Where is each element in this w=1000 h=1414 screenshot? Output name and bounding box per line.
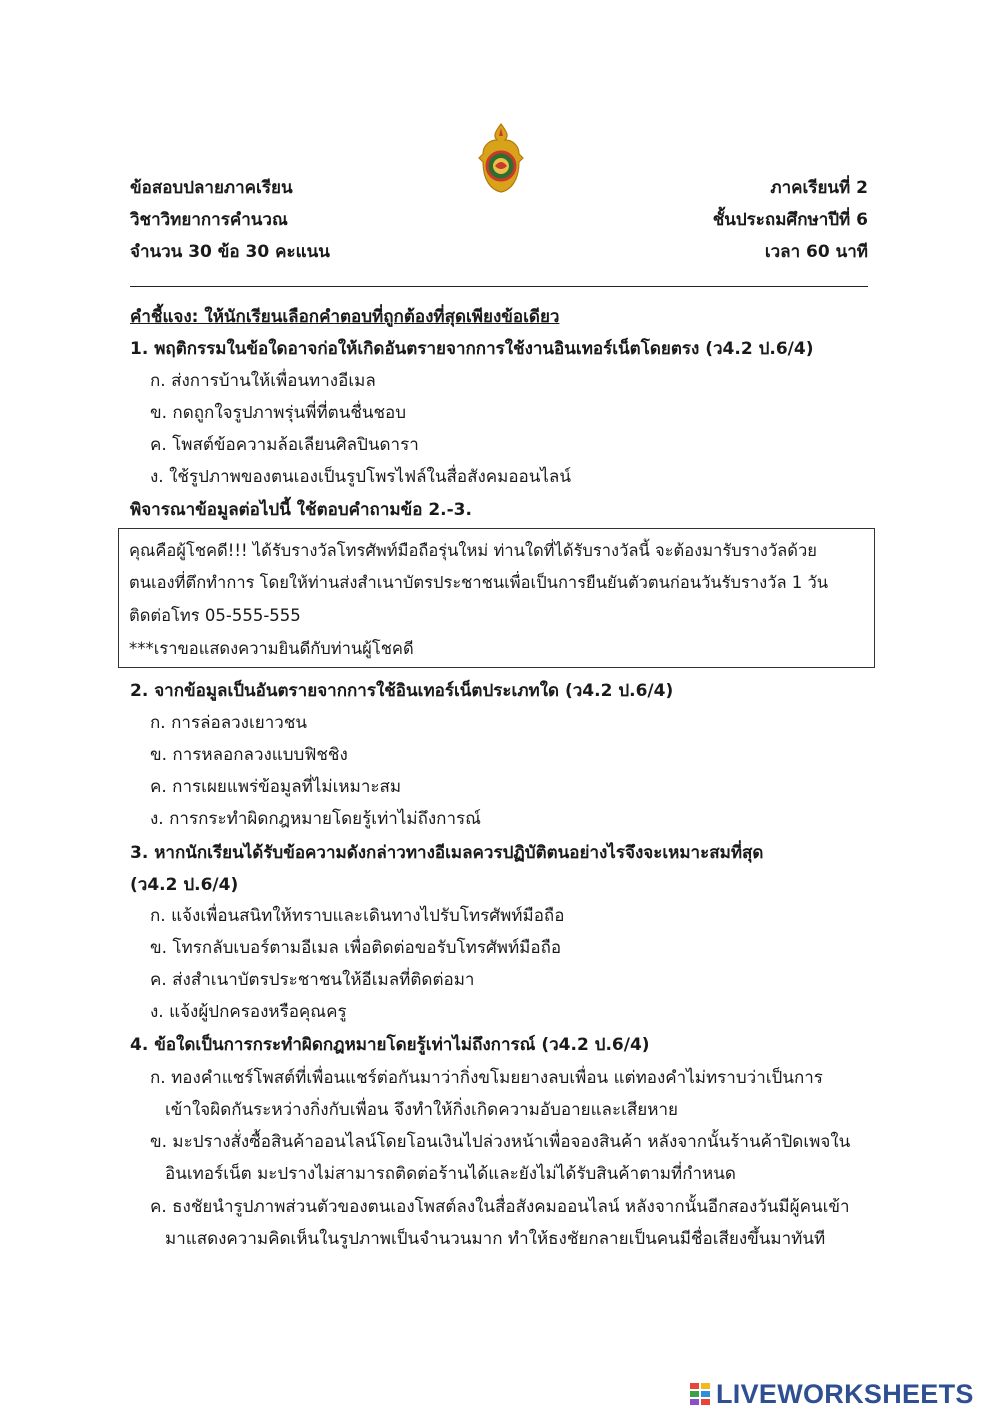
box-line: ***เราขอแสดงความยินดีกับท่านผู้โชคดี (129, 639, 414, 658)
grade-level: ชั้นประถมศึกษาปีที่ 6 (712, 209, 868, 230)
question-3-indicator: (ว4.2 ป.6/4) (130, 875, 239, 895)
subject: วิชาวิทยาการคำนวณ (130, 209, 288, 230)
header-row-2 (130, 204, 868, 234)
header-row-3 (130, 236, 868, 266)
question-count: จำนวน 30 ข้อ 30 คะแนน (130, 241, 330, 262)
question-3: 3. หากนักเรียนได้รับข้อความดังกล่าวทางอีเมลควรปฏิบัติตนอย่างไรจึงจะเหมาะสมที่สุด (130, 843, 764, 863)
q3-option-a[interactable]: ก. แจ้งเพื่อนสนิทให้ทราบและเดินทางไปรับโทรศัพท์มือถือ (150, 906, 565, 926)
brand-name: LIVEWORKSHEETS (716, 1378, 974, 1409)
q2-option-a[interactable]: ก. การล่อลวงเยาวชน (150, 713, 307, 733)
q2-option-b[interactable]: ข. การหลอกลวงแบบฟิชชิง (150, 745, 348, 765)
q4-option-a[interactable]: ก. ทองคำแชร์โพสต์ที่เพื่อนแชร์ต่อกันมาว่ากิ่งขโมยยางลบเพื่อน แต่ทองคำไม่ทราบว่าเป็นการ (150, 1068, 823, 1088)
q1-option-a[interactable]: ก. ส่งการบ้านให้เพื่อนทางอีเมล (150, 371, 376, 391)
header-row-1 (130, 172, 868, 202)
scam-message-box (118, 528, 875, 668)
q4-option-b-cont: อินเทอร์เน็ต มะปรางไม่สามารถติดต่อร้านได้และยังไม่ได้รับสินค้าตามที่กำหนด (165, 1164, 736, 1184)
q3-option-b[interactable]: ข. โทรกลับเบอร์ตามอีเมล เพื่อติดต่อขอรับโทรศัพท์มือถือ (150, 938, 562, 958)
q4-option-c[interactable]: ค. ธงชัยนำรูปภาพส่วนตัวของตนเองโพสต์ลงในสื่อสังคมออนไลน์ หลังจากนั้นอีกสองวันมีผู้คนเข้า (150, 1197, 850, 1217)
context-label: พิจารณาข้อมูลต่อไปนี้ ใช้ตอบคำถามข้อ 2.-3. (130, 500, 472, 520)
question-2: 2. จากข้อมูลเป็นอันตรายจากการใช้อินเทอร์เน็ตประเภทใด (ว4.2 ป.6/4) (130, 681, 674, 701)
liveworksheets-logo (690, 1376, 974, 1412)
box-line: ตนเองที่ตึกทำการ โดยให้ท่านส่งสำเนาบัตรประชาชนเพื่อเป็นการยืนยันตัวตนก่อนวันรับรางวัล 1 วัน (129, 573, 829, 592)
instruction: คำชี้แจง: ให้นักเรียนเลือกคำตอบที่ถูกต้องที่สุดเพียงข้อเดียว (130, 307, 560, 327)
box-line: ติดต่อโทร 05-555-555 (129, 606, 301, 625)
q3-option-d[interactable]: ง. แจ้งผู้ปกครองหรือคุณครู (150, 1002, 347, 1022)
semester: ภาคเรียนที่ 2 (770, 177, 868, 198)
q1-option-b[interactable]: ข. กดถูกใจรูปภาพรุ่นพี่ที่ตนชื่นชอบ (150, 403, 407, 423)
q4-option-c-cont: มาแสดงความคิดเห็นในรูปภาพเป็นจำนวนมาก ทำให้ธงชัยกลายเป็นคนมีชื่อเสียงขึ้นมาทันที (165, 1229, 826, 1249)
time-limit: เวลา 60 นาที (764, 241, 868, 262)
q4-option-a-cont: เข้าใจผิดกันระหว่างกิ่งกับเพื่อน จึงทำให้กิ่งเกิดความอับอายและเสียหาย (165, 1100, 678, 1120)
q1-option-d[interactable]: ง. ใช้รูปภาพของตนเองเป็นรูปโพรไฟล์ในสื่อสังคมออนไลน์ (150, 467, 571, 487)
header-divider (130, 286, 868, 287)
liveworksheets-icon (690, 1381, 712, 1407)
box-line: คุณคือผู้โชคดี!!! ได้รับรางวัลโทรศัพท์มือถือรุ่นใหม่ ท่านใดที่ได้รับรางวัลนี้ จะต้องมารับรางวัลด้วย (129, 541, 817, 560)
q2-option-c[interactable]: ค. การเผยแพร่ข้อมูลที่ไม่เหมาะสม (150, 777, 402, 797)
q4-option-b[interactable]: ข. มะปรางสั่งซื้อสินค้าออนไลน์โดยโอนเงินไปล่วงหน้าเพื่อจองสินค้า หลังจากนั้นร้านค้าปิดเพจใน (150, 1132, 851, 1152)
q1-option-c[interactable]: ค. โพสต์ข้อความล้อเลียนศิลปินดารา (150, 435, 419, 455)
q3-option-c[interactable]: ค. ส่งสำเนาบัตรประชาชนให้อีเมลที่ติดต่อมา (150, 970, 475, 990)
q2-option-d[interactable]: ง. การกระทำผิดกฎหมายโดยรู้เท่าไม่ถึงการณ์ (150, 809, 481, 829)
question-1: 1. พฤติกรรมในข้อใดอาจก่อให้เกิดอันตรายจากการใช้งานอินเทอร์เน็ตโดยตรง (ว4.2 ป.6/4) (130, 339, 814, 359)
exam-title: ข้อสอบปลายภาคเรียน (130, 177, 293, 198)
question-4: 4. ข้อใดเป็นการกระทำผิดกฎหมายโดยรู้เท่าไม่ถึงการณ์ (ว4.2 ป.6/4) (130, 1035, 650, 1055)
